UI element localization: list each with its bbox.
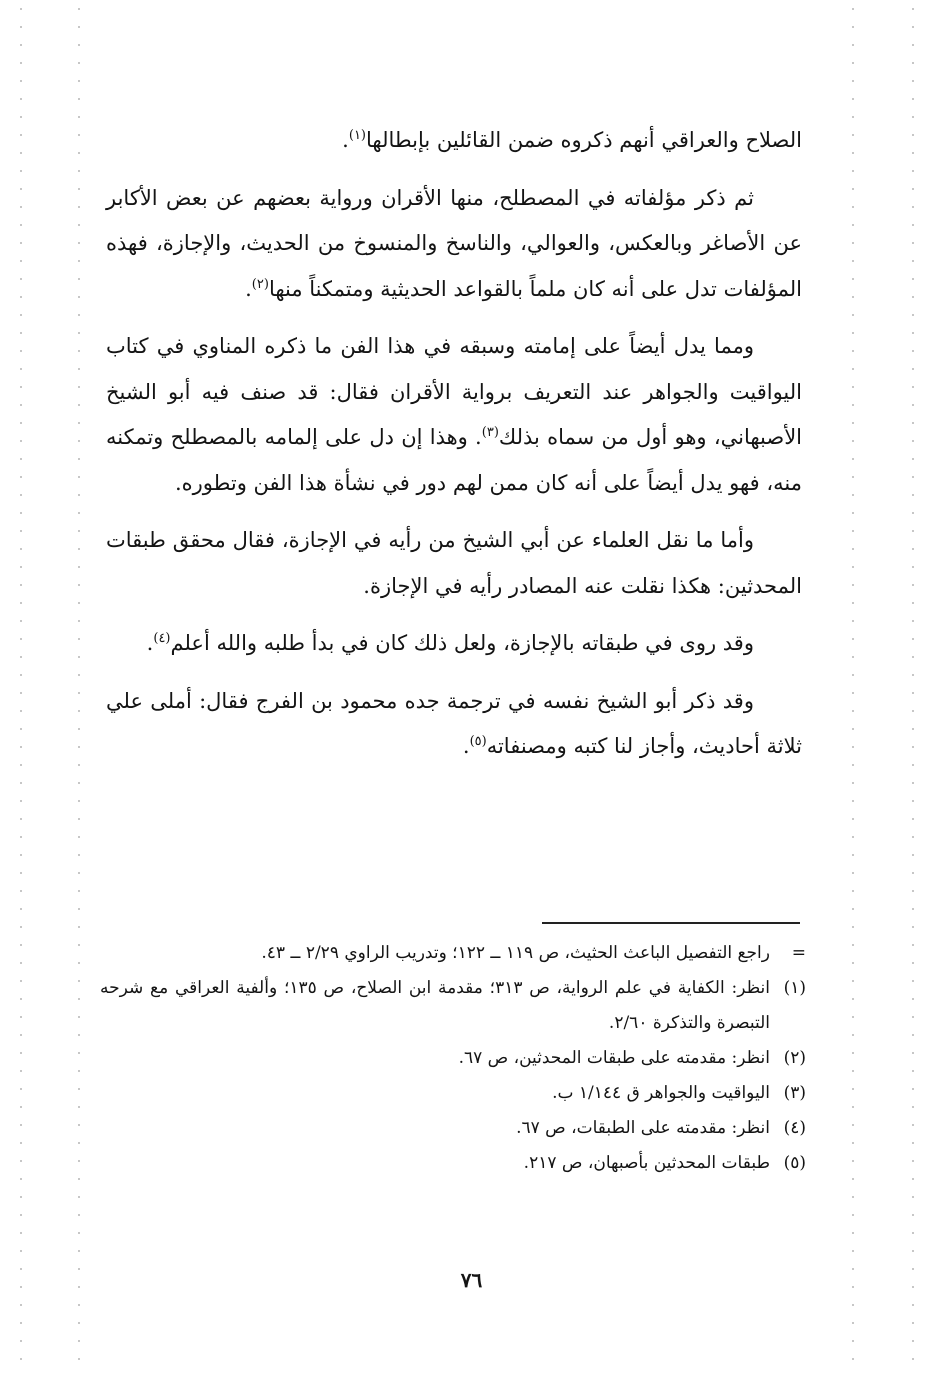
footnote-text: راجع التفصيل الباعث الحثيث، ص ١١٩ ــ ١٢٢؛ وتدريب الراوي ٢/٢٩ ــ ٤٣. bbox=[261, 943, 770, 963]
footnote-mark: (١) bbox=[783, 978, 806, 998]
footnote-item bbox=[100, 1041, 806, 1076]
footnote-text: انظر: الكفاية في علم الرواية، ص ٣١٣؛ مقدمة ابن الصلاح، ص ١٣٥؛ وألفية العراقي مع شرحه التبصرة والتذكرة ٢/٦٠. bbox=[100, 978, 770, 1033]
paragraph-text: ومما يدل أيضاً على إمامته وسبقه في هذا الفن ما ذكره المناوي في كتاب اليواقيت والجواهر عند التعريف برواية الأقران فقال: قد صنف فيه أبو الشيخ الأصبهاني، وهو أول من سماه بذلك bbox=[106, 334, 803, 449]
footnote-text: انظر: مقدمته على الطبقات، ص ٦٧. bbox=[516, 1118, 770, 1138]
paragraph-tail: . وهذا إن دل على إلمامه بالمصطلح وتمكنه منه، فهو يدل أيضاً على أنه كان ممن لهم دور في نشأة هذا الفن وتطوره. bbox=[106, 425, 802, 495]
page-number: ٧٦ bbox=[460, 1268, 483, 1292]
paragraph-tail: . bbox=[245, 276, 252, 301]
paragraph bbox=[106, 176, 802, 313]
footnote-text: اليواقيت والجواهر ق ١/١٤٤ ب. bbox=[552, 1083, 770, 1103]
main-text bbox=[106, 118, 802, 782]
footnote-text: طبقات المحدثين بأصبهان، ص ٢١٧. bbox=[523, 1153, 770, 1173]
paragraph-text: الصلاح والعراقي أنهم ذكروه ضمن القائلين بإبطالها bbox=[366, 128, 802, 152]
footnote-ref[interactable]: (٤) bbox=[153, 631, 171, 646]
paragraph bbox=[106, 324, 802, 506]
scan-dot-column bbox=[852, 0, 854, 1373]
footnote-divider bbox=[542, 922, 800, 924]
paragraph bbox=[106, 621, 802, 667]
footnote-text: انظر: مقدمته على طبقات المحدثين، ص ٦٧. bbox=[458, 1048, 770, 1068]
footnote-ref[interactable]: (٣) bbox=[481, 425, 499, 440]
footnote-item bbox=[100, 1076, 806, 1111]
scan-dot-column bbox=[20, 0, 22, 1373]
footnote-mark: (٥) bbox=[783, 1153, 806, 1173]
footnote-mark: (٢) bbox=[783, 1048, 806, 1068]
paragraph bbox=[106, 518, 802, 609]
footnote-ref[interactable]: (١) bbox=[348, 128, 366, 143]
scan-dot-column bbox=[78, 0, 80, 1373]
paragraph-text: وقد روى في طبقاته بالإجازة، ولعل ذلك كان في بدأ طلبه والله أعلم bbox=[170, 631, 754, 655]
paragraph bbox=[106, 679, 802, 770]
paragraph bbox=[106, 118, 802, 164]
paragraph-tail: . bbox=[342, 128, 349, 152]
paragraph-text: وقد ذكر أبو الشيخ نفسه في ترجمة جده محمود بن الفرج فقال: أملى علي ثلاثة أحاديث، وأجاز لنا كتبه ومصنفاته bbox=[106, 688, 802, 758]
footnote-item bbox=[100, 1111, 806, 1146]
footnote-item bbox=[100, 971, 806, 1041]
paragraph-tail: . bbox=[462, 734, 470, 758]
footnote-ref[interactable]: (٢) bbox=[251, 276, 269, 292]
footnote-mark: = bbox=[791, 943, 806, 963]
footnote-item bbox=[100, 1146, 806, 1181]
scan-dot-column bbox=[912, 0, 914, 1373]
footnote-item bbox=[100, 936, 806, 971]
paragraph-text: ثم ذكر مؤلفاته في المصطلح، منها الأقران ورواية بعضهم عن بعض الأكابر عن الأصاغر وبالعكس، والعوالي، والناسخ والمنسوخ من الحديث، والإجازة، فهذه المؤلفات تدل على أنه كان ملماً بالقواعد الحديثية ومتمكناً منها bbox=[106, 185, 802, 301]
footnote-ref[interactable]: (٥) bbox=[469, 734, 487, 749]
footnote-mark: (٤) bbox=[783, 1118, 806, 1138]
paragraph-tail: . bbox=[146, 631, 154, 655]
footnotes bbox=[100, 936, 806, 1181]
footnote-mark: (٣) bbox=[783, 1083, 806, 1103]
paragraph-text: وأما ما نقل العلماء عن أبي الشيخ من رأيه في الإجازة، فقال محقق طبقات المحدثين: هكذا نقلت عنه المصادر رأيه في الإجازة. bbox=[106, 528, 802, 598]
